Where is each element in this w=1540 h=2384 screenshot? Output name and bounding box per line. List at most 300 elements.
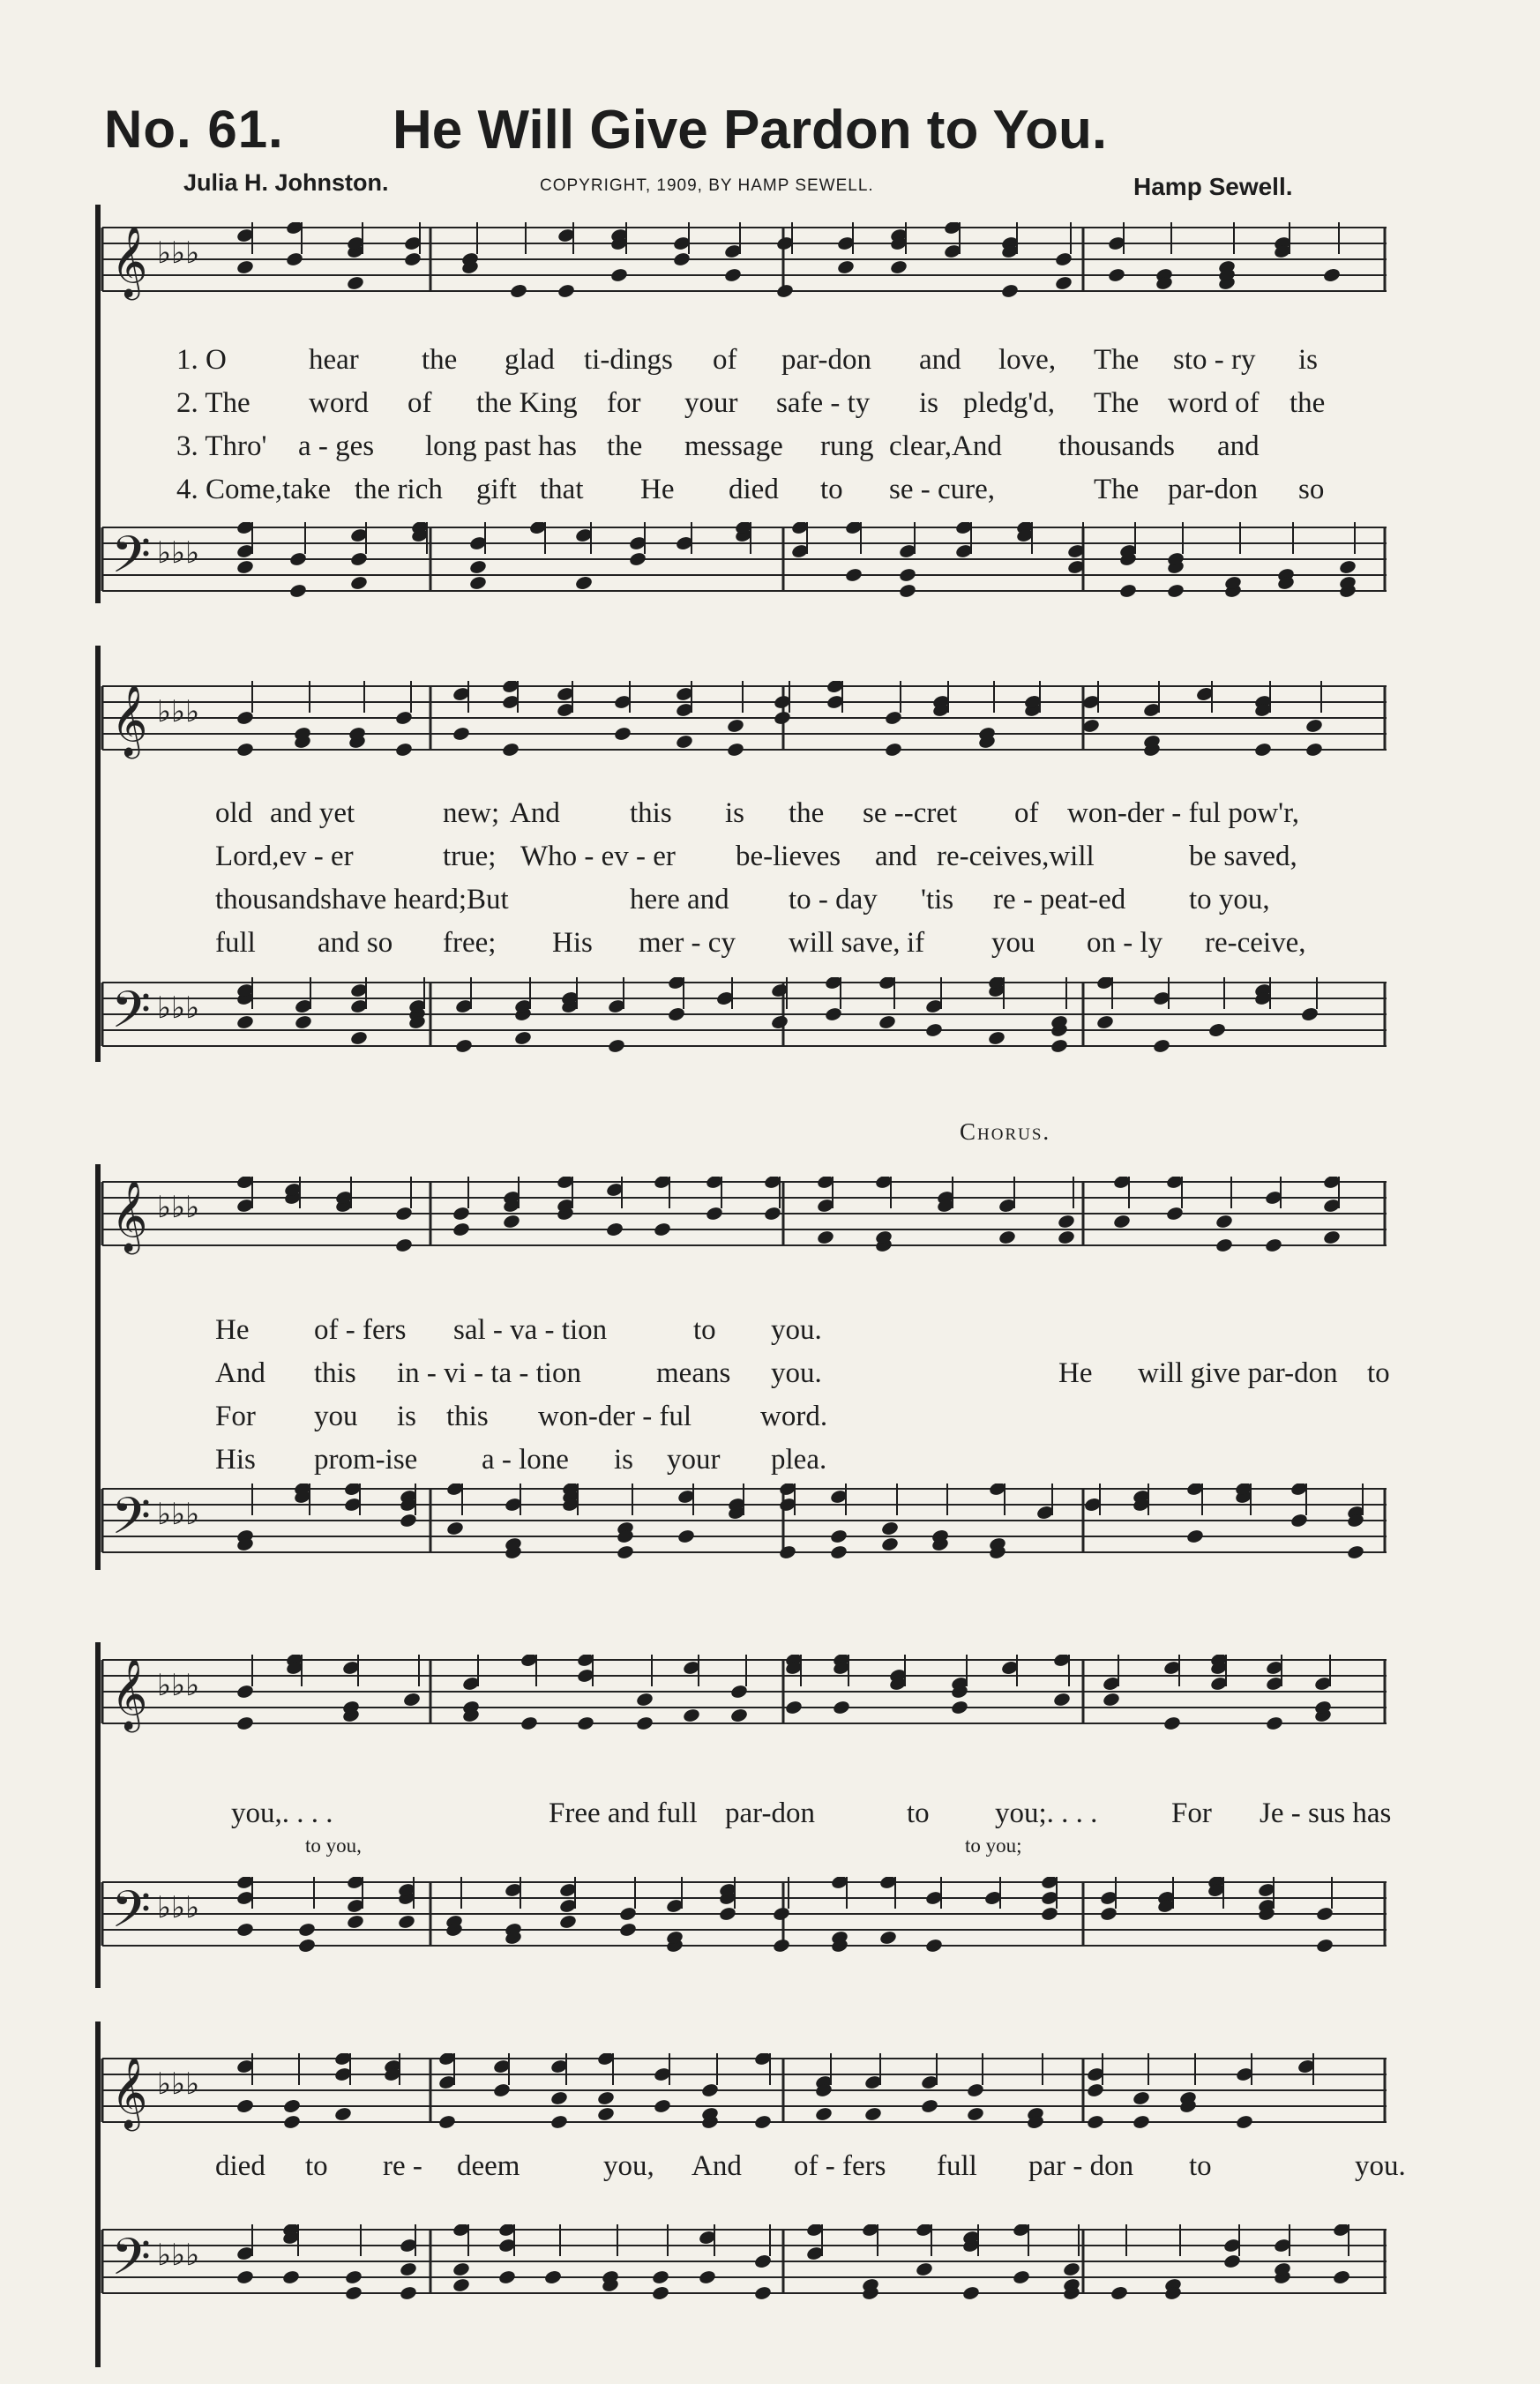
note-head <box>235 259 254 275</box>
lyric-word: the rich <box>355 474 443 505</box>
note-head <box>452 2261 470 2277</box>
lyric-word: se --cret <box>863 797 958 829</box>
note-head <box>1095 1014 1114 1030</box>
note-head <box>1207 1022 1226 1038</box>
lyric-word: to <box>693 1314 716 1346</box>
lyric-word: this <box>630 797 672 829</box>
lyric-word: par-don <box>1168 474 1258 505</box>
note-head <box>753 2114 772 2130</box>
note-head <box>878 1014 896 1030</box>
lyric-word: this <box>314 1357 356 1389</box>
lyric-word: 4. Come,take <box>176 474 332 505</box>
lyric-word: mer - cy <box>639 927 736 959</box>
lyric-word: of <box>1014 797 1039 829</box>
lyric-word: par-don <box>781 344 871 376</box>
note-head <box>1054 275 1073 291</box>
note-head <box>452 726 470 742</box>
note-head <box>635 1715 654 1731</box>
note-head <box>468 559 487 575</box>
note-head <box>596 2090 615 2106</box>
lyric-word: For <box>215 1401 256 1432</box>
note-head <box>698 2269 716 2285</box>
note-head <box>1264 1237 1282 1253</box>
lyric-word: you. <box>771 1357 822 1389</box>
staff-graphic <box>95 2224 1392 2309</box>
note-head <box>558 1914 577 1930</box>
bass-staff <box>95 522 1392 607</box>
lyric-word: rung <box>820 430 874 462</box>
note-head <box>288 583 307 599</box>
hymn-number: No. 61. <box>104 100 284 159</box>
lyric-word: means <box>656 1357 731 1389</box>
lyric-word: and <box>875 841 917 872</box>
lyric-word: to - day <box>789 884 878 915</box>
lyric-word: word of <box>1168 387 1260 419</box>
lyric-word: a - ges <box>298 430 375 462</box>
music-system-5 <box>95 2022 1406 2374</box>
lyric-word: true; <box>443 841 497 872</box>
lyric-word: be-lieves <box>736 841 841 872</box>
lyric-word: to <box>1189 2150 1212 2182</box>
note-head <box>616 1544 634 1560</box>
note-head <box>1102 1692 1120 1708</box>
lyric-word: the <box>607 430 643 462</box>
lyric-word: 2. The <box>176 387 250 419</box>
note-head <box>497 2269 516 2285</box>
note-head <box>1057 1214 1075 1229</box>
lyric-word: par - don <box>1028 2150 1134 2182</box>
note-head <box>880 1536 899 1552</box>
note-head <box>880 1521 899 1536</box>
bass-staff <box>95 977 1392 1062</box>
lyric-word: love, <box>998 344 1057 376</box>
note-head <box>1000 283 1019 299</box>
lyric-word: the <box>789 797 825 829</box>
lyric-word: of - fers <box>314 1314 407 1346</box>
note-head <box>549 2090 568 2106</box>
clef-icon: 𝄢 <box>111 525 152 597</box>
note-head <box>1132 2114 1150 2130</box>
staff-graphic <box>95 222 1392 307</box>
clef-icon: 𝄞 <box>111 684 148 756</box>
note-head <box>1265 1715 1283 1731</box>
lyric-word: have heard;But <box>332 884 509 915</box>
clef-icon: 𝄢 <box>111 1880 152 1952</box>
lyric-word: is <box>614 1444 634 1476</box>
staff-graphic <box>95 522 1392 607</box>
key-signature-icon: ♭♭♭ <box>157 1890 200 1925</box>
note-head <box>675 734 693 750</box>
lyric-word: sal - va - tion <box>453 1314 608 1346</box>
lyric-word: on - ly <box>1087 927 1163 959</box>
note-head <box>924 1022 943 1038</box>
note-head <box>1162 1715 1181 1731</box>
lyric-word: 3. Thro' <box>176 430 267 462</box>
clef-icon: 𝄞 <box>111 1657 148 1730</box>
key-signature-icon: ♭♭♭ <box>157 990 200 1026</box>
treble-staff <box>95 1177 1392 1261</box>
note-head <box>1338 559 1357 575</box>
lyric-word: And <box>215 1357 265 1389</box>
lyric-word: safe - ty <box>776 387 871 419</box>
note-head <box>596 2106 615 2122</box>
treble-staff <box>95 681 1392 766</box>
note-head <box>1012 2269 1030 2285</box>
lyric-word: is <box>1298 344 1319 376</box>
lyric-word: and yet <box>270 797 355 829</box>
note-head <box>653 1222 671 1237</box>
note-head <box>1132 2090 1150 2106</box>
lyric-word: here and <box>630 884 729 915</box>
music-system-1 <box>95 205 1392 619</box>
note-head <box>344 2285 363 2301</box>
note-head <box>235 1922 254 1938</box>
key-signature-icon: ♭♭♭ <box>157 1497 200 1532</box>
note-head <box>653 2098 671 2114</box>
note-head <box>677 1528 695 1544</box>
clef-icon: 𝄞 <box>111 225 148 297</box>
note-head <box>574 575 593 591</box>
lyric-word: And <box>692 2150 742 2182</box>
lyric-word: you <box>314 1401 358 1432</box>
lyric-word: won-der - ful <box>538 1401 692 1432</box>
lyric-word: is <box>919 387 939 419</box>
lyric-word: par-don <box>725 1797 815 1829</box>
lyric-word: will save, <box>789 927 901 959</box>
note-head <box>445 1521 464 1536</box>
note-head <box>961 2285 980 2301</box>
note-head <box>399 2285 417 2301</box>
note-head <box>607 1038 625 1054</box>
clef-icon: 𝄞 <box>111 2056 148 2128</box>
lyric-word: deem <box>457 2150 520 2182</box>
lyric-word: you, <box>603 2150 654 2182</box>
lyric-word: re - peat-ed <box>993 884 1126 915</box>
note-head <box>1332 2269 1350 2285</box>
staff-graphic <box>95 1177 1392 1261</box>
lyric-word: Who - ev - er <box>520 841 676 872</box>
lyric-word: se - cure, <box>889 474 996 505</box>
note-head <box>898 583 916 599</box>
note-head <box>613 726 632 742</box>
lyric-word: be saved, <box>1189 841 1297 872</box>
note-head <box>520 1715 538 1731</box>
note-head <box>1110 2285 1128 2301</box>
lyric-word: re-ceives,will <box>937 841 1095 872</box>
lyric-word: to <box>305 2150 328 2182</box>
clef-icon: 𝄢 <box>111 980 152 1052</box>
lyric-word: His <box>552 927 593 959</box>
lyric-word: Lord,ev - er <box>215 841 354 872</box>
bass-staff <box>95 2224 1392 2309</box>
note-head <box>753 2285 772 2301</box>
note-head <box>452 1222 470 1237</box>
key-signature-icon: ♭♭♭ <box>157 1190 200 1225</box>
lyric-word: 'tis <box>921 884 954 915</box>
lyric-word: His <box>215 1444 256 1476</box>
treble-staff <box>95 1655 1392 1739</box>
note-head <box>770 1014 789 1030</box>
lyric-word: is <box>725 797 745 829</box>
note-head <box>346 1914 364 1930</box>
copyright-notice: COPYRIGHT, 1909, BY HAMP SEWELL. <box>540 176 874 195</box>
note-head <box>1107 267 1125 283</box>
lyric-word: He <box>640 474 675 505</box>
note-head <box>729 1708 748 1723</box>
note-head <box>775 283 794 299</box>
note-head <box>454 1038 473 1054</box>
lyric-word: for <box>607 387 641 419</box>
key-signature-icon: ♭♭♭ <box>157 694 200 729</box>
lyric-word: new; <box>443 797 500 829</box>
lyric-word: you;. . . . <box>995 1797 1098 1829</box>
note-head <box>1305 718 1323 734</box>
note-head <box>344 2269 363 2285</box>
lyric-word: sto - ry <box>1173 344 1256 376</box>
lyric-word: so <box>1298 474 1325 505</box>
lyric-word: will give par-don <box>1138 1357 1338 1389</box>
lyricist: Julia H. Johnston. <box>183 169 389 196</box>
lyric-word: Je - sus has <box>1260 1797 1392 1829</box>
note-head <box>282 2114 301 2130</box>
key-signature-icon: ♭♭♭ <box>157 2066 200 2102</box>
lyric-word: your <box>667 1444 721 1476</box>
clef-icon: 𝄞 <box>111 1179 148 1252</box>
lyric-word: The <box>1094 474 1140 505</box>
note-head <box>235 742 254 758</box>
lyric-word: 1. O <box>176 344 227 376</box>
lyric-word: a - lone <box>482 1444 569 1476</box>
lyric-word: you. <box>1355 2150 1406 2182</box>
key-signature-icon: ♭♭♭ <box>157 235 200 271</box>
note-head <box>1081 718 1100 734</box>
lyric-word: gift <box>476 474 517 505</box>
note-head <box>1185 1528 1204 1544</box>
lyric-word: the <box>1290 387 1326 419</box>
lyric-word: and <box>1217 430 1260 462</box>
note-head <box>832 1700 850 1715</box>
note-head <box>726 718 744 734</box>
note-head <box>651 2285 669 2301</box>
note-head <box>1305 742 1323 758</box>
lyric-word: long past <box>425 430 532 462</box>
note-head <box>772 1938 790 1954</box>
music-system-3 <box>95 1113 1392 1572</box>
lyric-word: if <box>907 927 925 959</box>
note-head <box>915 2261 933 2277</box>
note-head <box>281 2269 300 2285</box>
key-signature-icon: ♭♭♭ <box>157 535 200 571</box>
note-head <box>1112 1214 1131 1229</box>
note-head <box>863 2106 882 2122</box>
note-head <box>333 2106 352 2122</box>
note-head <box>437 2114 456 2130</box>
note-head <box>235 2269 254 2285</box>
note-head <box>1050 1038 1068 1054</box>
lyric-word: word <box>309 387 369 419</box>
note-head <box>829 1544 848 1560</box>
music-system-2 <box>95 646 1392 1087</box>
lyric-word: old <box>215 797 253 829</box>
lyric-word: of <box>713 344 737 376</box>
note-head <box>297 1922 316 1938</box>
lyric-word: For <box>1171 1797 1212 1829</box>
note-head <box>399 2261 417 2277</box>
lyric-word: ti-dings <box>584 344 673 376</box>
composer: Hamp Sewell. <box>1133 173 1293 200</box>
note-head <box>998 1229 1016 1245</box>
lyric-word: to <box>820 474 843 505</box>
lyric-word: and so <box>318 927 393 959</box>
note-head <box>1118 583 1137 599</box>
note-head <box>543 2269 562 2285</box>
note-head <box>452 2277 470 2293</box>
staff-graphic <box>95 1877 1392 1962</box>
lyric-word: you. <box>771 1314 822 1346</box>
lyric-word: Free and full <box>549 1797 698 1829</box>
note-head <box>1322 1229 1341 1245</box>
lyric-word: re-ceive, <box>1205 927 1306 959</box>
lyric-word: message <box>684 430 783 462</box>
note-head <box>784 1700 803 1715</box>
lyric-word: free; <box>443 927 497 959</box>
note-head <box>397 1914 415 1930</box>
lyric-word: word. <box>760 1401 828 1432</box>
note-head <box>778 1544 796 1560</box>
lyric-word: thousands <box>1058 430 1175 462</box>
lyric-word: The <box>1094 387 1140 419</box>
lyric-word: and <box>919 344 961 376</box>
lyric-word: plea. <box>771 1444 827 1476</box>
lyric-word: thousands <box>215 884 332 915</box>
lyric-word: clear,And <box>889 430 1002 462</box>
note-head <box>349 575 368 591</box>
lyric-word: glad <box>505 344 555 376</box>
note-head <box>1315 1938 1334 1954</box>
lyric-word: in - vi - ta - tion <box>397 1357 581 1389</box>
note-head <box>235 1014 254 1030</box>
note-head <box>346 275 364 291</box>
treble-staff <box>95 222 1392 307</box>
note-head <box>966 2106 984 2122</box>
note-head <box>557 283 575 299</box>
note-head <box>349 1030 368 1046</box>
lyric-word: has <box>538 430 577 462</box>
note-head <box>1235 2114 1253 2130</box>
note-head <box>618 1922 637 1938</box>
note-head <box>509 283 527 299</box>
lyric-word: re - <box>383 2150 422 2182</box>
lyric-word: to you, <box>1189 884 1270 915</box>
note-head <box>1253 742 1272 758</box>
chorus-label: Chorus. <box>960 1118 1051 1145</box>
note-head <box>605 1222 624 1237</box>
note-head <box>282 2098 301 2114</box>
note-head <box>1057 1229 1075 1245</box>
note-head <box>1152 1038 1170 1054</box>
lyric-word: the <box>422 344 458 376</box>
note-head <box>1215 1237 1233 1253</box>
lyric-word: to <box>907 1797 930 1829</box>
note-head <box>1322 267 1341 283</box>
note-head <box>297 1938 316 1954</box>
bass-staff <box>95 1877 1392 1962</box>
music-system-4 <box>95 1642 1392 1995</box>
lyric-word: full <box>215 927 256 959</box>
note-head <box>513 1030 532 1046</box>
staff-graphic <box>95 977 1392 1062</box>
lyric-word: you,. . . . <box>231 1797 333 1829</box>
note-head <box>1215 1214 1233 1229</box>
lyric-word: your <box>684 387 738 419</box>
note-head <box>468 575 487 591</box>
note-head <box>814 2106 833 2122</box>
clef-icon: 𝄢 <box>111 2227 152 2299</box>
lyric-word: prom-ise <box>314 1444 418 1476</box>
note-head <box>501 742 520 758</box>
note-head <box>924 1938 943 1954</box>
note-head <box>987 1030 1005 1046</box>
hymn-title: He Will Give Pardon to You. <box>392 100 1108 161</box>
note-head <box>844 567 863 583</box>
note-head <box>816 1229 834 1245</box>
note-head <box>889 259 908 275</box>
note-head <box>402 1692 421 1708</box>
echo-lyric: to you, <box>305 1835 362 1857</box>
lyric-word: the King <box>476 387 578 419</box>
note-head <box>836 259 855 275</box>
note-head <box>920 2098 938 2114</box>
lyric-word: pledg'd, <box>963 387 1056 419</box>
note-head <box>235 2098 254 2114</box>
note-head <box>726 742 744 758</box>
lyric-word: hear <box>309 344 359 376</box>
lyric-word: died <box>729 474 779 505</box>
note-head <box>950 1700 968 1715</box>
lyric-word: He <box>215 1314 250 1346</box>
key-signature-icon: ♭♭♭ <box>157 2238 200 2273</box>
note-head <box>1346 1544 1364 1560</box>
note-head <box>682 1708 700 1723</box>
note-head <box>549 2114 568 2130</box>
staff-graphic <box>95 681 1392 766</box>
echo-lyric: to you; <box>965 1835 1022 1857</box>
lyric-word: died <box>215 2150 265 2182</box>
note-head <box>898 567 916 583</box>
clef-icon: 𝄢 <box>111 1486 152 1558</box>
lyric-word: this <box>446 1401 489 1432</box>
lyric-word: won-der - ful pow'r, <box>1067 797 1300 829</box>
lyric-word: you <box>991 927 1035 959</box>
note-head <box>502 1214 520 1229</box>
note-head <box>609 267 628 283</box>
treble-staff <box>95 2053 1392 2138</box>
note-head <box>576 1715 594 1731</box>
note-head <box>1062 2261 1080 2277</box>
note-head <box>723 267 742 283</box>
lyric-word: is <box>397 1401 417 1432</box>
note-head <box>884 742 902 758</box>
note-head <box>635 1692 654 1708</box>
lyric-word: to <box>1367 1357 1390 1389</box>
note-head <box>294 1014 312 1030</box>
lyric-word: The <box>1094 344 1140 376</box>
lyric-word: And <box>510 797 560 829</box>
note-head <box>394 742 413 758</box>
lyric-word: full <box>937 2150 977 2182</box>
bass-staff <box>95 1483 1392 1568</box>
lyric-word: of <box>407 387 432 419</box>
